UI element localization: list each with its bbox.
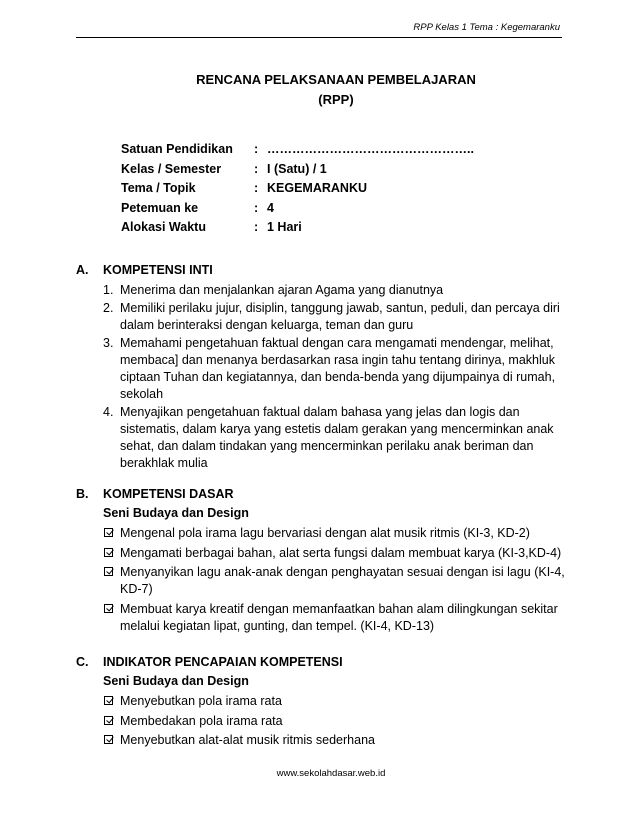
section-letter: C. [76,655,89,669]
checked-box-icon [103,732,120,749]
ki-list [76,282,576,472]
title-line-2: (RPP) [318,92,354,107]
identity-value: KEGEMARANKU [267,181,367,195]
kd-list [76,525,576,635]
identity-label: Satuan Pendidikan [121,142,233,156]
page-header-text: RPP Kelas 1 Tema : Kegemaranku [413,22,560,33]
identity-table [121,142,474,240]
list-item [103,300,576,334]
item-text: Mengenal pola irama lagu bervariasi dengan alat musik ritmis (KI-3, KD-2) [120,526,530,540]
document-title [0,70,638,110]
list-item [103,601,576,635]
section-title: KOMPETENSI DASAR [103,487,234,501]
section-title: INDIKATOR PENCAPAIAN KOMPETENSI [103,655,343,669]
checked-box-icon [103,713,120,730]
indikator-list [76,693,576,749]
title-line-1: RENCANA PELAKSANAAN PEMBELAJARAN [196,72,476,87]
checked-box-icon [103,693,120,710]
identity-row [121,162,474,182]
checked-box-icon [103,525,120,542]
identity-colon: : [254,220,259,234]
identity-label: Tema / Topik [121,181,196,195]
section-kompetensi-dasar [76,487,576,637]
list-item [103,404,576,472]
identity-label: Kelas / Semester [121,161,222,176]
list-item [103,545,576,562]
item-number: 3. [103,336,114,350]
list-item [103,732,576,749]
identity-value: 1 Hari [267,220,302,234]
checked-box-icon [103,601,120,635]
list-item [103,693,576,710]
identity-row [121,142,474,162]
identity-value: I (Satu) / 1 [267,161,327,176]
list-item [103,335,576,403]
item-number: 4. [103,405,114,419]
section-title: KOMPETENSI INTI [103,263,213,277]
identity-colon: : [254,161,259,176]
section-kompetensi-inti [76,263,576,473]
identity-colon: : [254,200,259,215]
identity-row [121,201,474,221]
list-item [103,564,576,598]
identity-row [121,220,474,240]
item-text: Memiliki perilaku jujur, disiplin, tanggung jawab, santun, peduli, dan percaya diri dalam berinteraksi dengan keluarga, teman dan guru [120,301,560,332]
identity-label: Alokasi Waktu [121,220,206,234]
checked-box-icon [103,564,120,598]
identity-colon: : [254,142,259,156]
identity-colon: : [254,181,259,195]
identity-label: Petemuan ke [121,200,199,215]
section-heading [76,655,576,674]
item-text: Menyebutkan pola irama rata [120,694,282,708]
section-letter: A. [76,263,89,277]
list-item [103,282,576,299]
item-number: 2. [103,301,114,315]
section-indikator [76,655,576,752]
section-subtitle: Seni Budaya dan Design [103,506,249,520]
section-subtitle: Seni Budaya dan Design [103,674,249,688]
footer-url[interactable]: www.sekolahdasar.web.id [276,768,386,779]
item-text: Menerima dan menjalankan ajaran Agama yang dianutnya [120,283,444,297]
section-letter: B. [76,487,89,501]
item-text: Membedakan pola irama rata [120,713,283,728]
section-heading [76,487,576,506]
identity-value: ………………………………………….. [267,142,474,156]
identity-row [121,181,474,201]
item-text: Menyanyikan lagu anak-anak dengan penghayatan sesuai dengan isi lagu (KI-4, KD-7) [120,565,565,596]
checked-box-icon [103,545,120,562]
list-item [103,713,576,730]
list-item [103,525,576,542]
item-text: Menyajikan pengetahuan faktual dalam bahasa yang jelas dan logis dan sistematis, dalam karya yang estetis dalam gerakan yang mencerminkan anak sehat, dan dalam tindakan yang mencerminkan perilaku anak beriman dan berakhlak mulia [120,405,554,470]
item-text: Memahami pengetahuan faktual dengan cara mengamati mendengar, melihat, membaca] dan menanya berdasarkan rasa ingin tahu tentang dirinya, makhluk ciptaan Tuhan dan kegiatannya, dan benda-benda yang dijumpainya di rumah, sekolah [120,336,556,401]
identity-value: 4 [267,200,274,215]
item-text: Membuat karya kreatif dengan memanfaatkan bahan alam dilingkungan sekitar melalui kegiatan lipat, gunting, dan tempel. (KI-4, KD-13) [120,601,558,633]
header-rule [76,37,562,38]
item-text: Menyebutkan alat-alat musik ritmis sederhana [120,733,375,747]
item-number: 1. [103,283,114,297]
page-footer [0,768,638,779]
section-heading [76,263,576,282]
item-text: Mengamati berbagai bahan, alat serta fungsi dalam membuat karya (KI-3,KD-4) [120,545,562,560]
